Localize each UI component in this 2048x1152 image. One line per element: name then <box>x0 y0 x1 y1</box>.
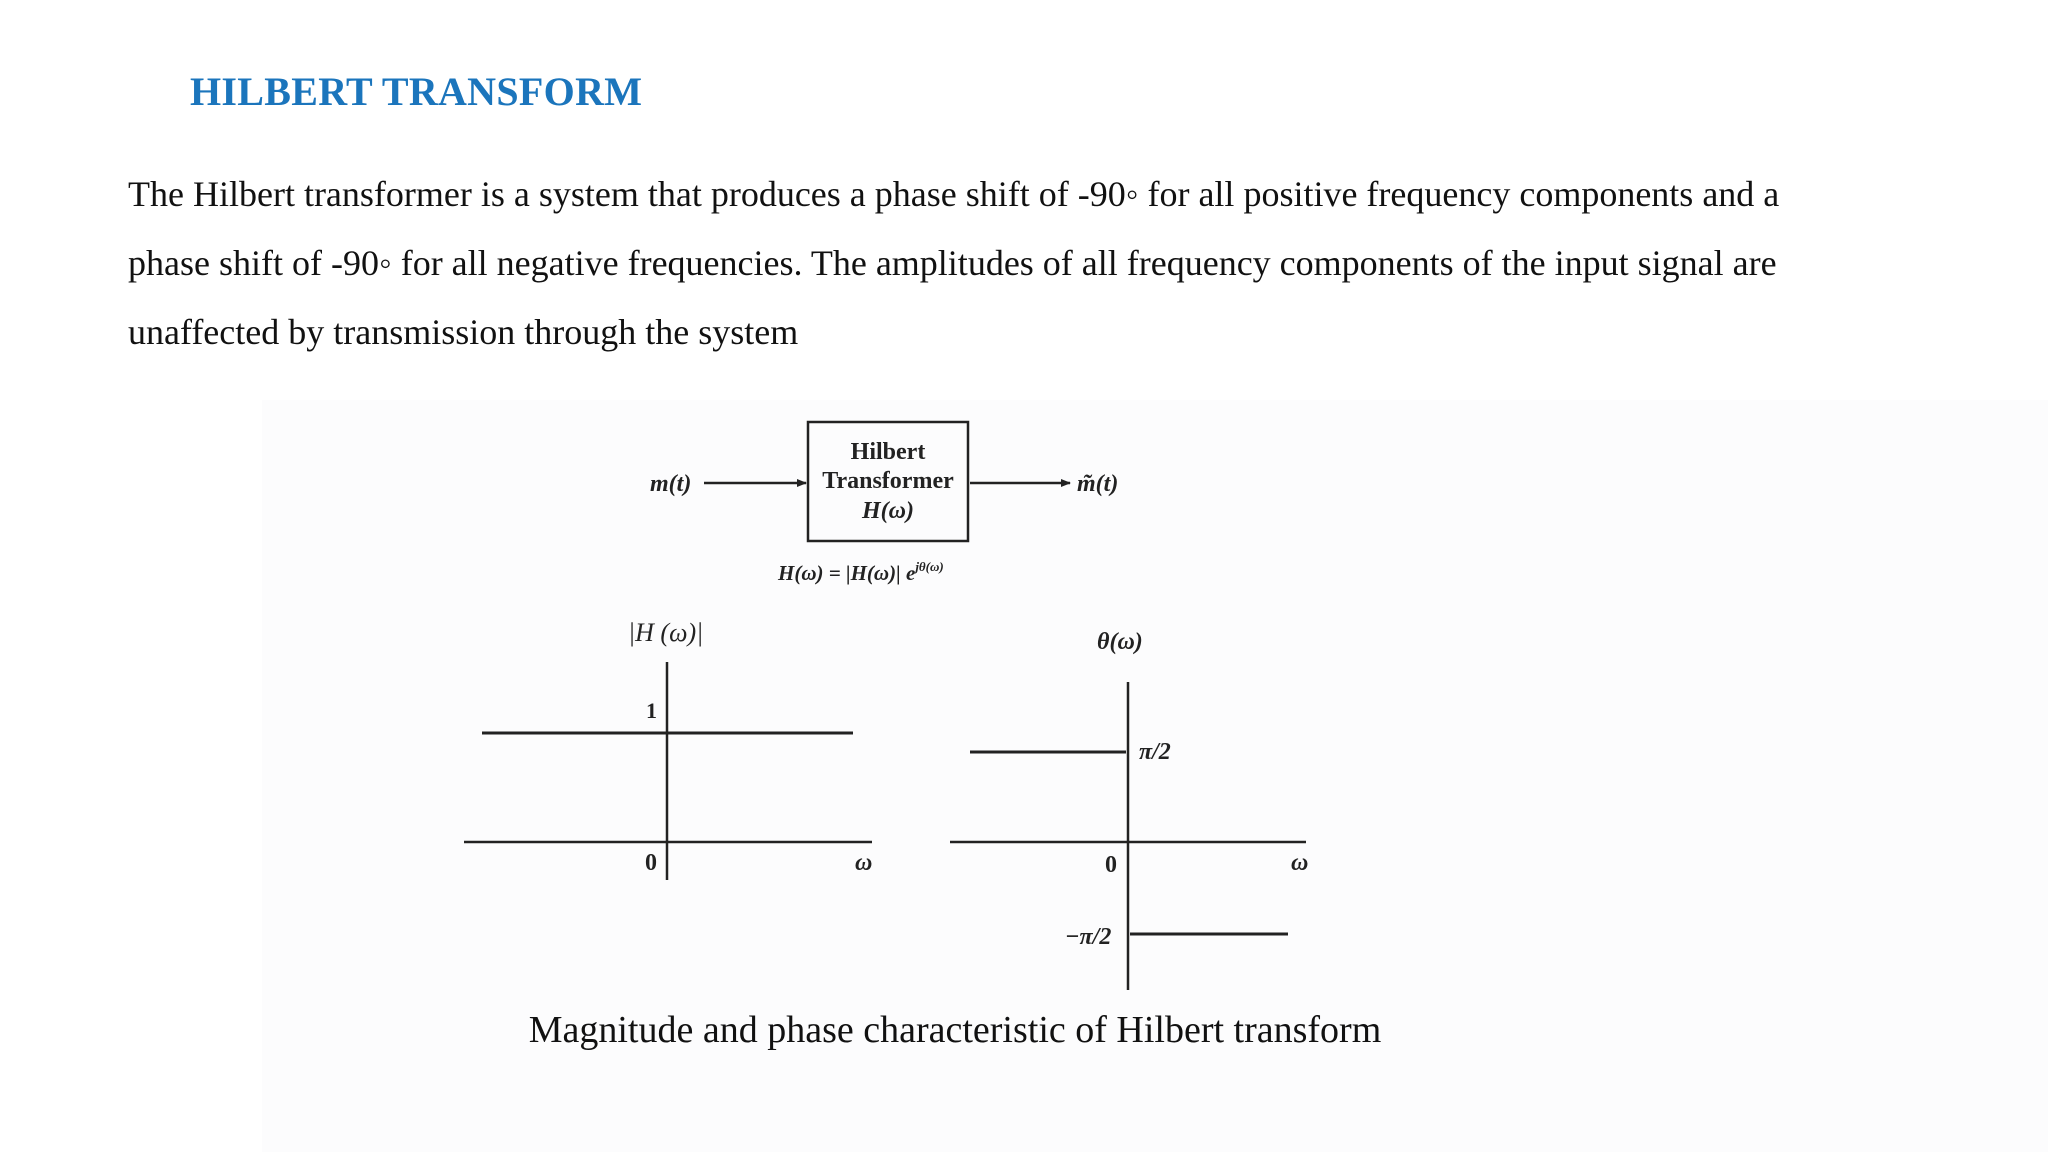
magnitude-axis-label: |H (ω)| <box>628 618 704 647</box>
magnitude-plot <box>464 618 872 880</box>
box-label-line-1: Hilbert <box>850 439 926 465</box>
equation-base: H(ω) = |H(ω)| e <box>778 561 916 585</box>
block-diagram <box>650 422 1118 585</box>
box-label-line-2: Transformer <box>822 468 954 494</box>
phase-origin-label: 0 <box>1105 852 1117 878</box>
figure-caption: Magnitude and phase characteristic of Hilbert transform <box>528 1009 1382 1051</box>
magnitude-x-label: ω <box>855 850 873 876</box>
input-signal-label: m(t) <box>650 471 692 497</box>
paragraph-line-3: unaffected by transmission through the system <box>128 312 799 352</box>
phase-upper-label: π/2 <box>1139 739 1171 765</box>
phase-axis-label: θ(ω) <box>1097 629 1143 655</box>
output-signal-label: m̃(t) <box>1077 471 1119 497</box>
magnitude-level-label: 1 <box>646 698 657 723</box>
paragraph-line-1: The Hilbert transformer is a system that produces a phase shift of -90◦ for all positive frequency components and a <box>128 174 1780 214</box>
paragraph-line-2: phase shift of -90◦ for all negative frequencies. The amplitudes of all frequency components of the input signal are <box>128 243 1777 283</box>
transfer-function-equation <box>777 559 944 585</box>
slide-title: HILBERT TRANSFORM <box>190 69 643 114</box>
phase-plot <box>950 629 1308 990</box>
equation-exponent: jθ(ω) <box>915 559 944 574</box>
magnitude-origin-label: 0 <box>645 850 657 876</box>
box-label-line-3: H(ω) <box>861 498 915 524</box>
phase-x-label: ω <box>1291 850 1309 876</box>
phase-lower-label: −π/2 <box>1065 924 1112 950</box>
